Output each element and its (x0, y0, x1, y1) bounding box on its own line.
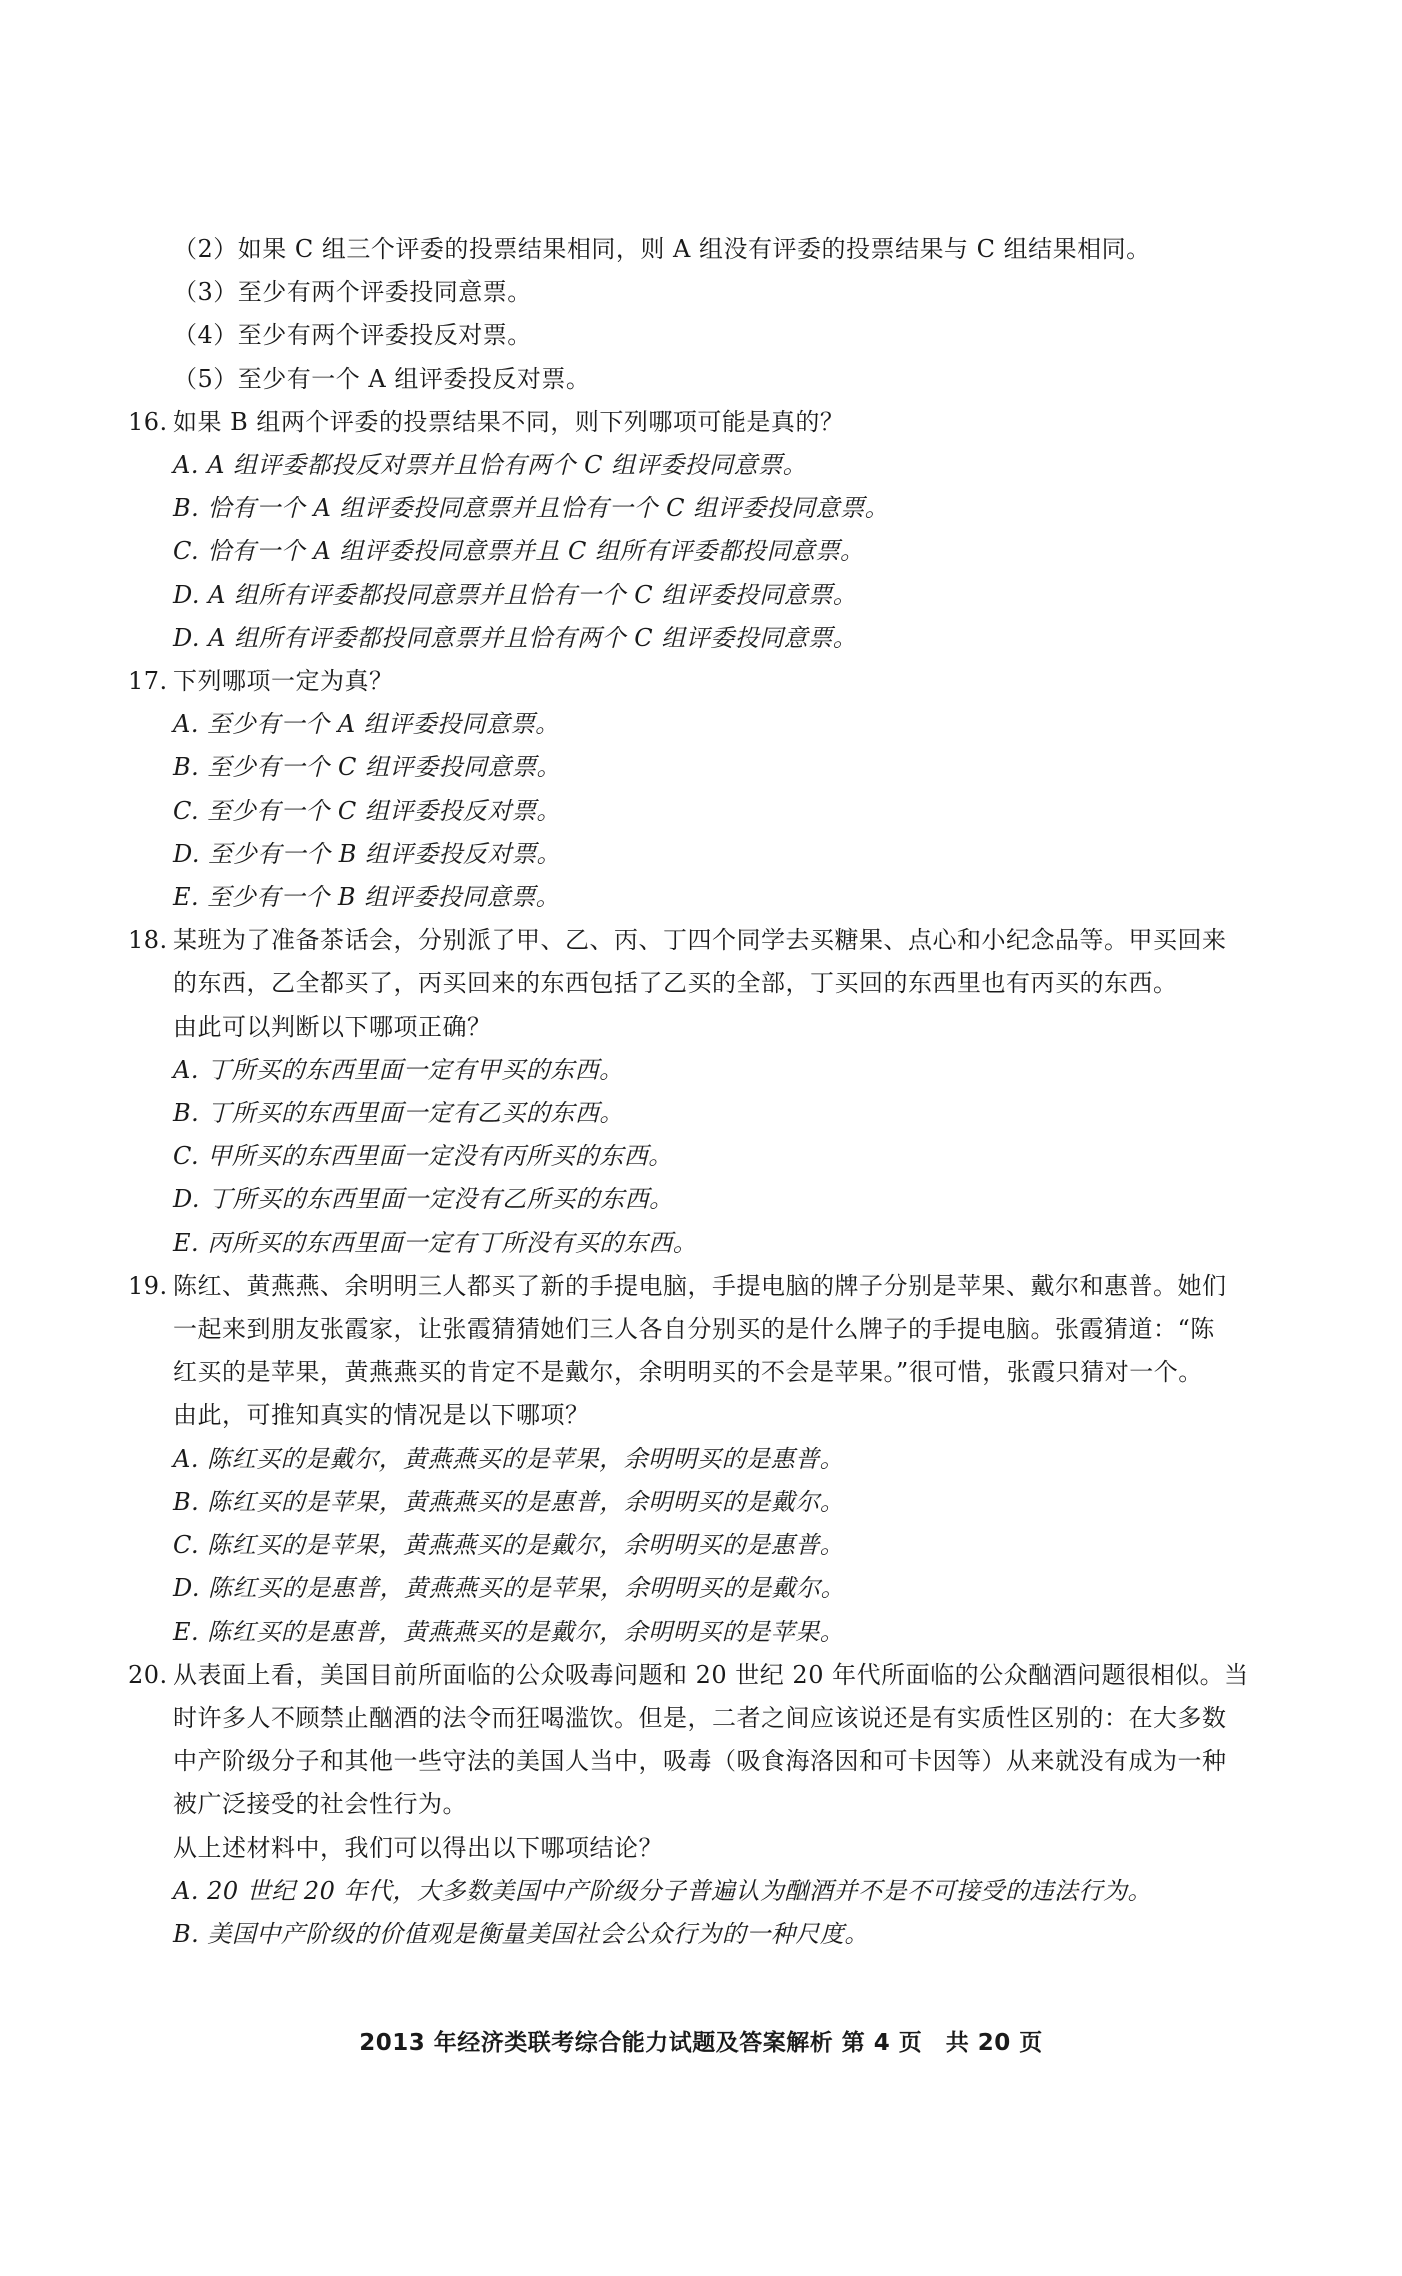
question-18 (128, 919, 1303, 1265)
question-stem-text: 由此可以判断以下哪项正确？ (173, 1012, 492, 1041)
question-stem-text: 红买的是苹果，黄燕燕买的肯定不是戴尔，余明明买的不会是苹果。”很可惜，张霞只猜对一个。 (173, 1358, 1203, 1387)
answer-option: E. 陈红买的是惠普，黄燕燕买的是戴尔，余明明买的是苹果。 (173, 1617, 845, 1646)
answer-option: C. 陈红买的是苹果，黄燕燕买的是戴尔，余明明买的是惠普。 (173, 1531, 845, 1560)
answer-option: B. 美国中产阶级的价值观是衡量美国社会公众行为的一种尺度。 (173, 1919, 869, 1948)
answer-option: D. A 组所有评委都投同意票并且恰有两个 C 组评委投同意票。 (173, 623, 858, 652)
question-number: 16. (128, 407, 168, 436)
question-number: 20. (128, 1660, 168, 1689)
question-number: 17. (128, 667, 168, 696)
condition-item: （2）如果 C 组三个评委的投票结果相同，则 A 组没有评委的投票结果与 C 组结果相同。 (173, 235, 1151, 263)
question-stem (128, 1265, 1303, 1308)
answer-option: B. 丁所买的东西里面一定有乙买的东西。 (173, 1099, 624, 1128)
question-number: 19. (128, 1271, 168, 1300)
answer-option: D. A 组所有评委都投同意票并且恰有一个 C 组评委投同意票。 (173, 580, 858, 609)
answer-option: E. 丙所买的东西里面一定有丁所没有买的东西。 (173, 1228, 698, 1257)
question-17 (128, 660, 1303, 919)
answer-option: D. 丁所买的东西里面一定没有乙所买的东西。 (173, 1185, 674, 1214)
answer-option: C. 甲所买的东西里面一定没有丙所买的东西。 (173, 1142, 673, 1171)
answer-option: A. 至少有一个 A 组评委投同意票。 (173, 710, 560, 739)
question-stem-text: 由此，可推知真实的情况是以下哪项？ (173, 1401, 590, 1430)
question-stem-text: 的东西，乙全都买了，丙买回来的东西包括了乙买的全部，丁买回的东西里也有丙买的东西。 (173, 969, 1178, 998)
page-content (128, 228, 1303, 1956)
answer-option: A. 陈红买的是戴尔，黄燕燕买的是苹果，余明明买的是惠普。 (173, 1444, 845, 1473)
answer-option: A. 20 世纪 20 年代，大多数美国中产阶级分子普遍认为酗酒并不是不可接受的违法行为。 (173, 1876, 1153, 1905)
answer-option: D. 陈红买的是惠普，黄燕燕买的是苹果，余明明买的是戴尔。 (173, 1574, 846, 1603)
answer-option: A. 丁所买的东西里面一定有甲买的东西。 (173, 1055, 624, 1084)
question-stem-text: 从表面上看，美国目前所面临的公众吸毒问题和 20 世纪 20 年代所面临的公众酗酒问题很相似。当 (173, 1660, 1249, 1689)
question-stem-text: 陈红、黄燕燕、余明明三人都买了新的手提电脑，手提电脑的牌子分别是苹果、戴尔和惠普。她们 (173, 1271, 1227, 1300)
condition-item: （5）至少有一个 A 组评委投反对票。 (173, 364, 591, 393)
condition-item: （3）至少有两个评委投同意票。 (173, 278, 532, 307)
question-stem (128, 660, 1303, 703)
answer-option: C. 恰有一个 A 组评委投同意票并且 C 组所有评委都投同意票。 (173, 537, 865, 566)
answer-option: D. 至少有一个 B 组评委投反对票。 (173, 839, 562, 868)
question-19 (128, 1265, 1303, 1654)
question-stem (128, 1654, 1303, 1697)
condition-item: （4）至少有两个评委投反对票。 (173, 321, 532, 350)
question-16 (128, 401, 1303, 660)
question-stem-text: 下列哪项一定为真？ (173, 667, 394, 696)
answer-option: B. 至少有一个 C 组评委投同意票。 (173, 753, 562, 782)
answer-option: A. A 组评委都投反对票并且恰有两个 C 组评委投同意票。 (173, 451, 808, 480)
question-stem-text: 从上述材料中，我们可以得出以下哪项结论？ (173, 1833, 663, 1862)
question-stem-text: 时许多人不顾禁止酗酒的法令而狂喝滥饮。但是，二者之间应该说还是有实质性区别的：在大多数 (173, 1703, 1227, 1732)
question-stem-text: 中产阶级分子和其他一些守法的美国人当中，吸毒（吸食海洛因和可卡因等）从来就没有成为一种 (173, 1747, 1227, 1776)
answer-option: E. 至少有一个 B 组评委投同意票。 (173, 883, 561, 912)
question-stem-text: 某班为了准备茶话会，分别派了甲、乙、丙、丁四个同学去买糖果、点心和小纪念品等。甲买回来 (173, 926, 1227, 955)
question-stem (128, 401, 1303, 444)
question-stem-text: 如果 B 组两个评委的投票结果不同，则下列哪项可能是真的？ (173, 407, 845, 436)
answer-option: B. 恰有一个 A 组评委投同意票并且恰有一个 C 组评委投同意票。 (173, 494, 890, 523)
question-20 (128, 1654, 1303, 1956)
question-stem-text: 一起来到朋友张霞家，让张霞猜猜她们三人各自分别买的是什么牌子的手提电脑。张霞猜道：“陈 (173, 1315, 1215, 1344)
question-number: 18. (128, 926, 168, 955)
conditions-list (128, 228, 1303, 401)
page-footer: 2013 年经济类联考综合能力试题及答案解析 第 4 页 共 20 页 (359, 2030, 1043, 2056)
answer-option: B. 陈红买的是苹果，黄燕燕买的是惠普，余明明买的是戴尔。 (173, 1487, 845, 1516)
answer-option: C. 至少有一个 C 组评委投反对票。 (173, 796, 561, 825)
question-stem-text: 被广泛接受的社会性行为。 (173, 1790, 467, 1819)
question-stem (128, 919, 1303, 962)
